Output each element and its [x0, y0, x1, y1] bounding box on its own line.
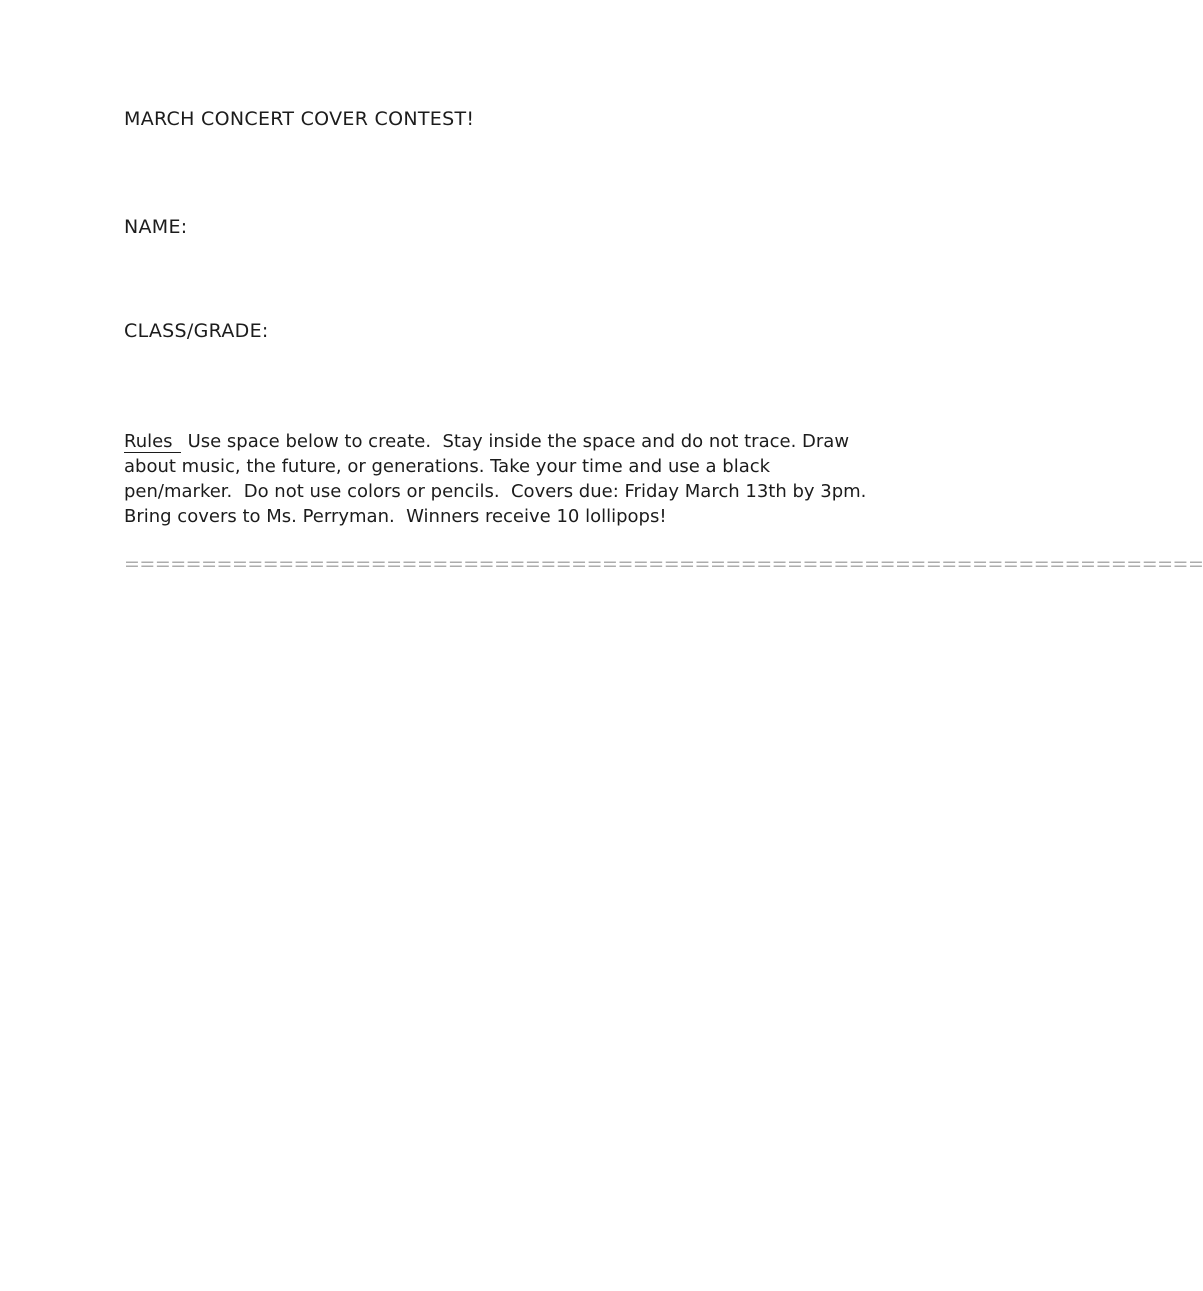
rules-line-4: Bring covers to Ms. Perryman. Winners receive 10 lollipops!	[124, 506, 667, 527]
drawing-area	[124, 580, 932, 1240]
rules-label: Rules	[124, 431, 181, 453]
rules-line-2: about music, the future, or generations. Take your time and use a black	[124, 456, 771, 477]
rules-line-3: pen/marker. Do not use colors or pencils. Covers due: Friday March 13th by 3pm.	[124, 481, 867, 502]
divider-line: ======================================================================	[124, 553, 1203, 575]
rules-paragraph	[124, 429, 944, 529]
class-grade-field-label: CLASS/GRADE:	[124, 320, 269, 342]
rules-line-1-text: Use space below to create. Stay inside the space and do not trace. Draw	[187, 431, 850, 452]
page-title: MARCH CONCERT COVER CONTEST!	[124, 108, 475, 130]
rules-line-1	[124, 429, 944, 454]
name-field-label: NAME:	[124, 216, 188, 238]
